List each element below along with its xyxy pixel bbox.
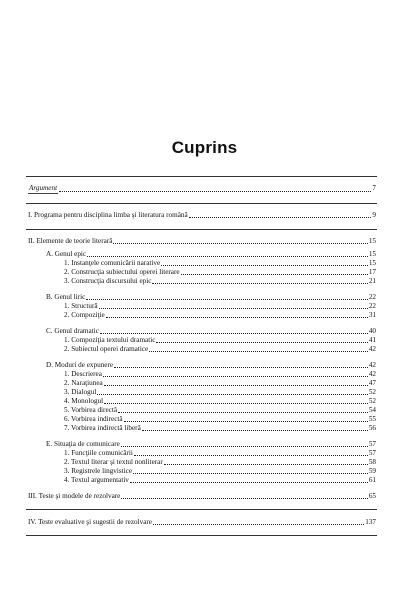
toc-entry-label: 3. Registrele lingvistice [64,467,133,475]
toc-dot-leader [164,464,368,465]
toc-entry-label: I. Programa pentru disciplina limba şi literatura română [28,211,188,219]
toc-dot-leader [106,317,368,318]
toc-page-number: 58 [368,458,376,466]
toc-dot-leader [97,394,367,395]
toc-entry[interactable] [64,397,376,406]
toc-page-number: 52 [368,397,376,405]
toc-dot-leader [133,473,368,474]
toc-entry[interactable] [64,336,376,345]
page-title: Cuprins [171,138,238,157]
toc-entry-label: 5. Vorbirea directă [64,406,118,414]
toc-page-number: 57 [368,449,376,457]
toc-entry[interactable] [64,259,376,268]
toc-dot-leader [113,243,367,244]
toc-entry-label: 7. Vorbirea indirectă liberă [64,424,141,432]
toc-dot-leader [149,351,368,352]
toc-entry[interactable] [64,379,376,388]
toc-entry[interactable] [64,388,376,397]
toc-page-number: 15 [368,259,376,267]
toc-page-number: 59 [368,467,376,475]
toc-dot-leader [142,430,368,431]
toc-page-number: 52 [368,388,376,396]
toc-page-number: 57 [368,440,376,448]
toc-dot-leader [103,376,368,377]
toc-dot-leader [121,446,368,447]
toc-entry[interactable] [28,518,376,527]
toc-entry-label: II. Elemente de teorie literară [28,237,113,245]
toc-dot-leader [156,342,367,343]
toc-entry-label: 1. Descrierea [64,370,102,378]
toc-dot-leader [189,217,372,218]
toc-entry[interactable] [64,415,376,424]
toc-dot-leader [118,412,368,413]
toc-page-number: 22 [368,293,376,301]
toc-dot-leader [161,265,368,266]
toc-entry-label: 1. Instanţele comunicării narative [64,259,161,267]
toc-dot-leader [114,367,368,368]
toc-page-number: 15 [368,250,376,258]
toc-dot-leader [59,191,371,192]
toc-page-number: 31 [368,311,376,319]
toc-entry-label: E. Situaţia de comunicare [46,440,120,448]
toc-entry[interactable] [64,302,376,311]
toc-entry-label: 2. Naraţiunea [64,379,103,387]
toc-page-number: 9 [372,211,376,219]
toc-entry[interactable] [64,458,376,467]
toc-page-number: 22 [368,302,376,310]
toc-page-number: 56 [368,424,376,432]
toc-entry-label: B. Genul liric [46,293,86,301]
toc-dot-leader [104,403,368,404]
toc-entry[interactable] [64,467,376,476]
toc-entry-label: A. Genul epic [46,250,87,258]
divider [26,203,377,204]
toc-entry-label: 4. Textul argumentativ [64,476,129,484]
toc-entry-label: 2. Compoziţie [64,311,105,319]
toc-page-number: 42 [368,370,376,378]
toc-page-number: 7 [372,184,376,192]
toc-entry[interactable] [64,345,376,354]
toc-entry-label: 2. Subiectul operei dramatice [64,345,149,353]
toc-page-number: 15 [368,237,376,245]
toc-dot-leader [153,524,364,525]
toc-entry[interactable] [64,370,376,379]
toc-dot-leader [181,274,368,275]
toc-dot-leader [87,256,368,257]
toc-page-number: 42 [368,345,376,353]
divider [26,229,377,230]
toc-dot-leader [86,299,367,300]
toc-entry-label: C. Genul dramatic [46,327,99,335]
toc-dot-leader [99,308,368,309]
toc-entry[interactable] [64,268,376,277]
toc-entry[interactable] [64,449,376,458]
toc-entry[interactable] [46,327,376,336]
toc-entry[interactable] [28,237,376,246]
toc-entry-label: 4. Monologul [64,397,104,405]
toc-entry-label: 3. Construcţia discursului epic [64,277,152,285]
divider [26,535,377,536]
toc-entry[interactable] [64,424,376,433]
toc-page-number: 61 [368,476,376,484]
toc-page-number: 41 [368,336,376,344]
toc-entry-label: 2. Construcţia subiectului operei literare [64,268,180,276]
toc-page-number: 55 [368,415,376,423]
divider [26,176,377,177]
divider [26,509,377,510]
toc-entry-label: 3. Dialogul [64,388,97,396]
toc-dot-leader [152,283,367,284]
toc-page-number: 21 [368,277,376,285]
toc-dot-leader [121,498,367,499]
toc-page-number: 54 [368,406,376,414]
toc-page-number: 65 [368,492,376,500]
toc-entry[interactable] [64,406,376,415]
toc-entry[interactable] [64,311,376,320]
toc-dot-leader [134,455,368,456]
toc-page-number: 40 [368,327,376,335]
toc-entry[interactable] [64,277,376,286]
toc-entry-label: III. Teste şi modele de rezolvare [28,492,121,500]
toc-entry[interactable] [46,250,376,259]
toc-dot-leader [104,385,368,386]
toc-dot-leader [130,482,368,483]
toc-entry[interactable] [64,476,376,485]
toc-entry-label: 1. Funcţiile comunicării [64,449,133,457]
toc-entry-label: 1. Structură [64,302,98,310]
toc-entry-label: 6. Vorbirea indirectă [64,415,123,423]
toc-entry[interactable] [46,361,376,370]
toc-entry[interactable] [28,211,376,220]
toc-dot-leader [124,421,368,422]
toc-dot-leader [100,333,368,334]
toc-entry-label: Argument [29,184,58,192]
toc-entry-label: 1. Compoziţia textului dramatic [64,336,156,344]
toc-page-number: 17 [368,268,376,276]
toc-entry-label: 2. Textul literar şi textul nonliterar [64,458,163,466]
toc-entry[interactable] [28,184,376,194]
toc-entry[interactable] [46,440,376,449]
toc-page-number: 42 [368,361,376,369]
toc-page-number: 47 [368,379,376,387]
toc-entry[interactable] [28,492,376,501]
toc-entry[interactable] [46,293,376,302]
toc-entry-label: D. Moduri de expunere [46,361,114,369]
toc-entry-label: IV. Teste evaluative şi sugestii de rezolvare [28,518,152,526]
toc-page-number: 137 [365,518,376,526]
